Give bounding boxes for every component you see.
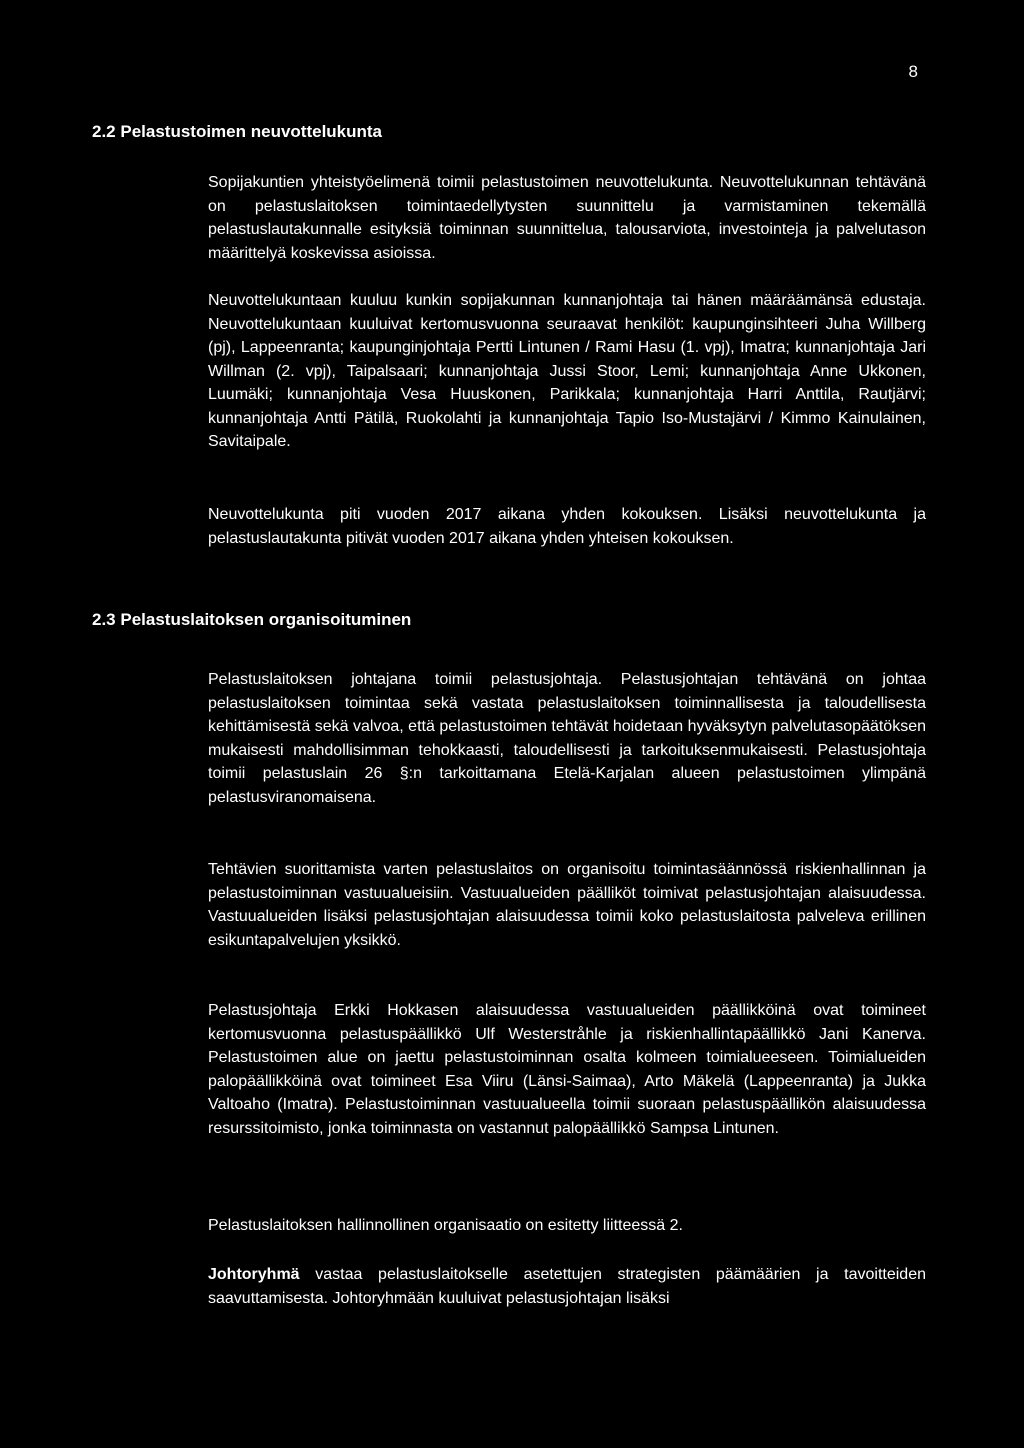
- section-heading-2-2: 2.2 Pelastustoimen neuvottelukunta: [92, 122, 383, 141]
- paragraph-organisaatio-liite: Pelastuslaitoksen hallinnollinen organisaatio on esitetty liitteessä 2.: [208, 1217, 683, 1234]
- paragraph-pelastusjohtaja: Pelastuslaitoksen johtajana toimii pelastusjohtaja. Pelastusjohtajan tehtävänä on johtaa pelastuslaitoksen toimintaa sekä vastata pelastuslaitoksen toiminnallisesta ja taloudellisesta kehittämisestä sekä valvoa, että pelastustoimen tehtävät hoidetaan hyväksytyn palvelutasopäätöksen mukaisesti mahdollisimman tehokkaasti, taloudellisesti ja tarkoituksenmukaisesti. Pelastusjohtaja toimii pelastuslain 26 §:n tarkoittamana Etelä-Karjalan alueen pelastustoimen ylimpänä pelastusviranomaisena.: [208, 671, 926, 806]
- paragraph-erkki-hokkanen: Pelastusjohtaja Erkki Hokkasen alaisuudessa vastuualueiden päällikköinä ovat toimineet kertomusvuonna pelastuspäällikkö Ulf Westerstråhle ja riskienhallintapäällikkö Jani Kanerva. Pelastustoimen alue on jaettu pelastustoiminnan osalta kolmeen toimialueeseen. Toimialueiden palopäällikköinä ovat toimineet Esa Viiru (Länsi-Saimaa), Arto Mäkelä (Lappeenranta) ja Jukka Valtoaho (Imatra). Pelastustoiminnan vastuualueella toimii suoraan pelastuspäällikön alaisuudessa resurssitoimisto, jonka toiminnasta on vastannut palopäällikkö Sampsa Lintunen.: [208, 1002, 926, 1137]
- section-heading-2-3: 2.3 Pelastuslaitoksen organisoituminen: [92, 610, 412, 629]
- johtoryhma-text: vastaa pelastuslaitokselle asetettujen strategisten päämäärien ja tavoitteiden saavuttamisesta. Johtoryhmään kuuluivat pelastusjohtajan lisäksi: [208, 1266, 926, 1307]
- paragraph-neuvottelukuntaan: Neuvottelukuntaan kuuluu kunkin sopijakunnan kunnanjohtaja tai hänen määräämänsä edustaja. Neuvottelukuntaan kuuluivat kertomusvuonna seuraavat henkilöt: kaupunginsihteeri Juha Willberg (pj), Lappeenranta; kaupunginjohtaja Pertti Lintunen / Rami Hasu (1. vpj), Imatra; kunnanjohtaja Jari Willman (2. vpj), Taipalsaari; kunnanjohtaja Jussi Stoor, Lemi; kunnanjohtaja Anne Ukkonen, Luumäki; kunnanjohtaja Vesa Huuskonen, Parikkala; kunnanjohtaja Harri Anttila, Rautjärvi; kunnanjohtaja Antti Pätilä, Ruokolahti ja kunnanjohtaja Tapio Iso-Mustajärvi / Kimmo Kainulainen, Savitaipale.: [208, 292, 926, 450]
- paragraph-sopijakuntien: Sopijakuntien yhteistyöelimenä toimii pelastustoimen neuvottelukunta. Neuvottelukunnan tehtävänä on pelastuslaitoksen toimintaedellytysten suunnittelu ja varmistaminen tekemällä pelastuslautakunnalle esityksiä toiminnan suunnittelua, talousarviota, investointeja ja palvelutason määrittelyä koskevissa asioissa.: [208, 174, 926, 262]
- paragraph-tehtavien: Tehtävien suorittamista varten pelastuslaitos on organisoitu toimintasäännössä riskienhallinnan ja pelastustoiminnan vastuualueisiin. Vastuualueiden päälliköt toimivat pelastusjohtajan alaisuudessa. Vastuualueiden lisäksi pelastusjohtajan alaisuudessa toimii koko pelastuslaitosta palveleva erillinen esikuntapalvelujen yksikkö.: [208, 861, 926, 949]
- paragraph-neuvottelukunta-piti: Neuvottelukunta piti vuoden 2017 aikana yhden kokouksen. Lisäksi neuvottelukunta ja pelastuslautakunta pitivät vuoden 2017 aikana yhden yhteisen kokouksen.: [208, 506, 926, 547]
- page-number: 8: [908, 62, 918, 81]
- paragraph-johtoryhma: [208, 1263, 926, 1310]
- johtoryhma-bold-term: Johtoryhmä: [208, 1266, 300, 1283]
